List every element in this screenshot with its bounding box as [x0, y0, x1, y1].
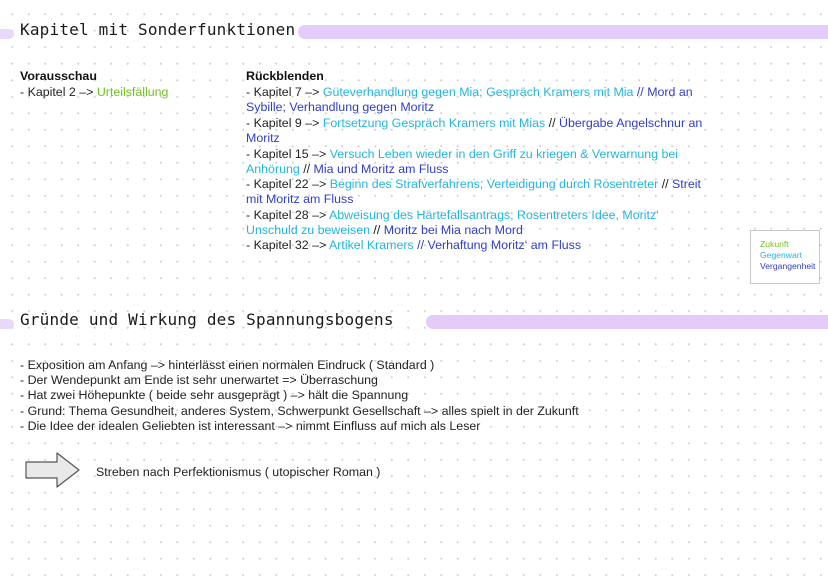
present-text: Artikel Kramers: [329, 238, 414, 252]
conclusion-text: Streben nach Perfektionismus ( utopischer Roman ): [96, 465, 381, 479]
section1-title: Kapitel mit Sonderfunktionen: [20, 20, 296, 39]
color-legend: [750, 230, 820, 284]
chapter-prefix: - Kapitel 9 –>: [246, 116, 323, 130]
right-arrow-icon: [25, 452, 81, 488]
separator: //: [299, 162, 314, 176]
bullet-item: - Exposition am Anfang –> hinterlässt einen normalen Eindruck ( Standard ): [20, 358, 435, 372]
rueckblende-line: [246, 85, 693, 100]
past-text: Mia und Moritz am Fluss: [313, 162, 449, 176]
present-text: Fortsetzung Gespräch Kramers mit Mias: [322, 116, 546, 130]
chapter-prefix: - Kapitel 15 –>: [246, 147, 330, 161]
heading-highlight-left: [0, 319, 14, 329]
rueckblende-line: [246, 131, 280, 146]
rueckblende-line: [246, 238, 581, 253]
separator: //: [633, 85, 648, 99]
bullet-item: - Grund: Thema Gesundheit, anderes System, Schwerpunkt Gesellschaft –> alles spielt in der Zukunft: [20, 404, 579, 418]
vorausschau-title: Vorausschau: [20, 69, 97, 83]
bullet-item: - Hat zwei Höhepunkte ( beide sehr ausgeprägt ) –> hält die Spannung: [20, 388, 409, 402]
separator: //: [413, 238, 428, 252]
chapter-prefix: - Kapitel 32 –>: [246, 238, 330, 252]
past-text: Streit: [672, 177, 701, 191]
past-text: Übergabe Angelschnur an: [559, 116, 703, 130]
chapter-prefix: - Kapitel 22 –>: [246, 177, 330, 191]
rueckblende-line: [246, 147, 678, 162]
past-text: Mord an: [647, 85, 693, 99]
past-text: Moritz bei Mia nach Mord: [383, 223, 523, 237]
rueckblende-line: [246, 208, 659, 223]
section2-heading-block: [0, 310, 828, 334]
present-text: Abweisung des Härtefallsantrags; Rosentreters Idee, Moritz‘: [329, 208, 659, 222]
separator: //: [658, 177, 673, 191]
present-text: Güteverhandlung gegen Mia; Gespräch Kramers mit Mia: [322, 85, 634, 99]
section2-title: Gründe und Wirkung des Spannungsbogens: [20, 310, 394, 329]
separator: //: [545, 116, 560, 130]
section1-heading-block: [0, 20, 828, 44]
past-text: mit Moritz am Fluss: [246, 192, 354, 206]
chapter-prefix: - Kapitel 28 –>: [246, 208, 330, 222]
past-text: Sybille; Verhandlung gegen Moritz: [246, 100, 435, 114]
rueckblende-line: [246, 223, 523, 238]
vorausschau-line: [20, 85, 168, 100]
legend-future: Zukunft: [760, 239, 789, 249]
legend-past: Vergangenheit: [760, 261, 816, 271]
present-text: Beginn des Strafverfahrens; Verteidigung durch Rosentreter: [329, 177, 659, 191]
bullet-item: - Der Wendepunkt am Ende ist sehr unerwartet => Überraschung: [20, 373, 378, 387]
heading-highlight-left: [0, 29, 14, 39]
rueckblende-line: [246, 192, 353, 207]
chapter-prefix: - Kapitel 7 –>: [246, 85, 323, 99]
present-text: Unschuld zu beweisen: [246, 223, 370, 237]
separator: //: [369, 223, 384, 237]
vorausschau-text: Urteilsfällung: [96, 85, 169, 99]
vorausschau-prefix: - Kapitel 2 –>: [20, 85, 97, 99]
past-text: Verhaftung Moritz‘ am Fluss: [427, 238, 582, 252]
heading-highlight: [298, 25, 828, 39]
legend-present: Gegenwart: [760, 250, 803, 260]
rueckblenden-title: Rückblenden: [246, 69, 324, 83]
rueckblende-line: [246, 116, 702, 131]
rueckblende-line: [246, 177, 701, 192]
rueckblende-line: [246, 162, 449, 177]
present-text: Anhörung: [246, 162, 300, 176]
present-text: Versuch Leben wieder in den Griff zu kriegen & Verwarnung bei: [329, 147, 679, 161]
rueckblende-line: [246, 100, 434, 115]
past-text: Moritz: [246, 131, 280, 145]
heading-highlight: [426, 315, 828, 329]
bullet-item: - Die Idee der idealen Geliebten ist interessant –> nimmt Einfluss auf mich als Leser: [20, 419, 481, 433]
